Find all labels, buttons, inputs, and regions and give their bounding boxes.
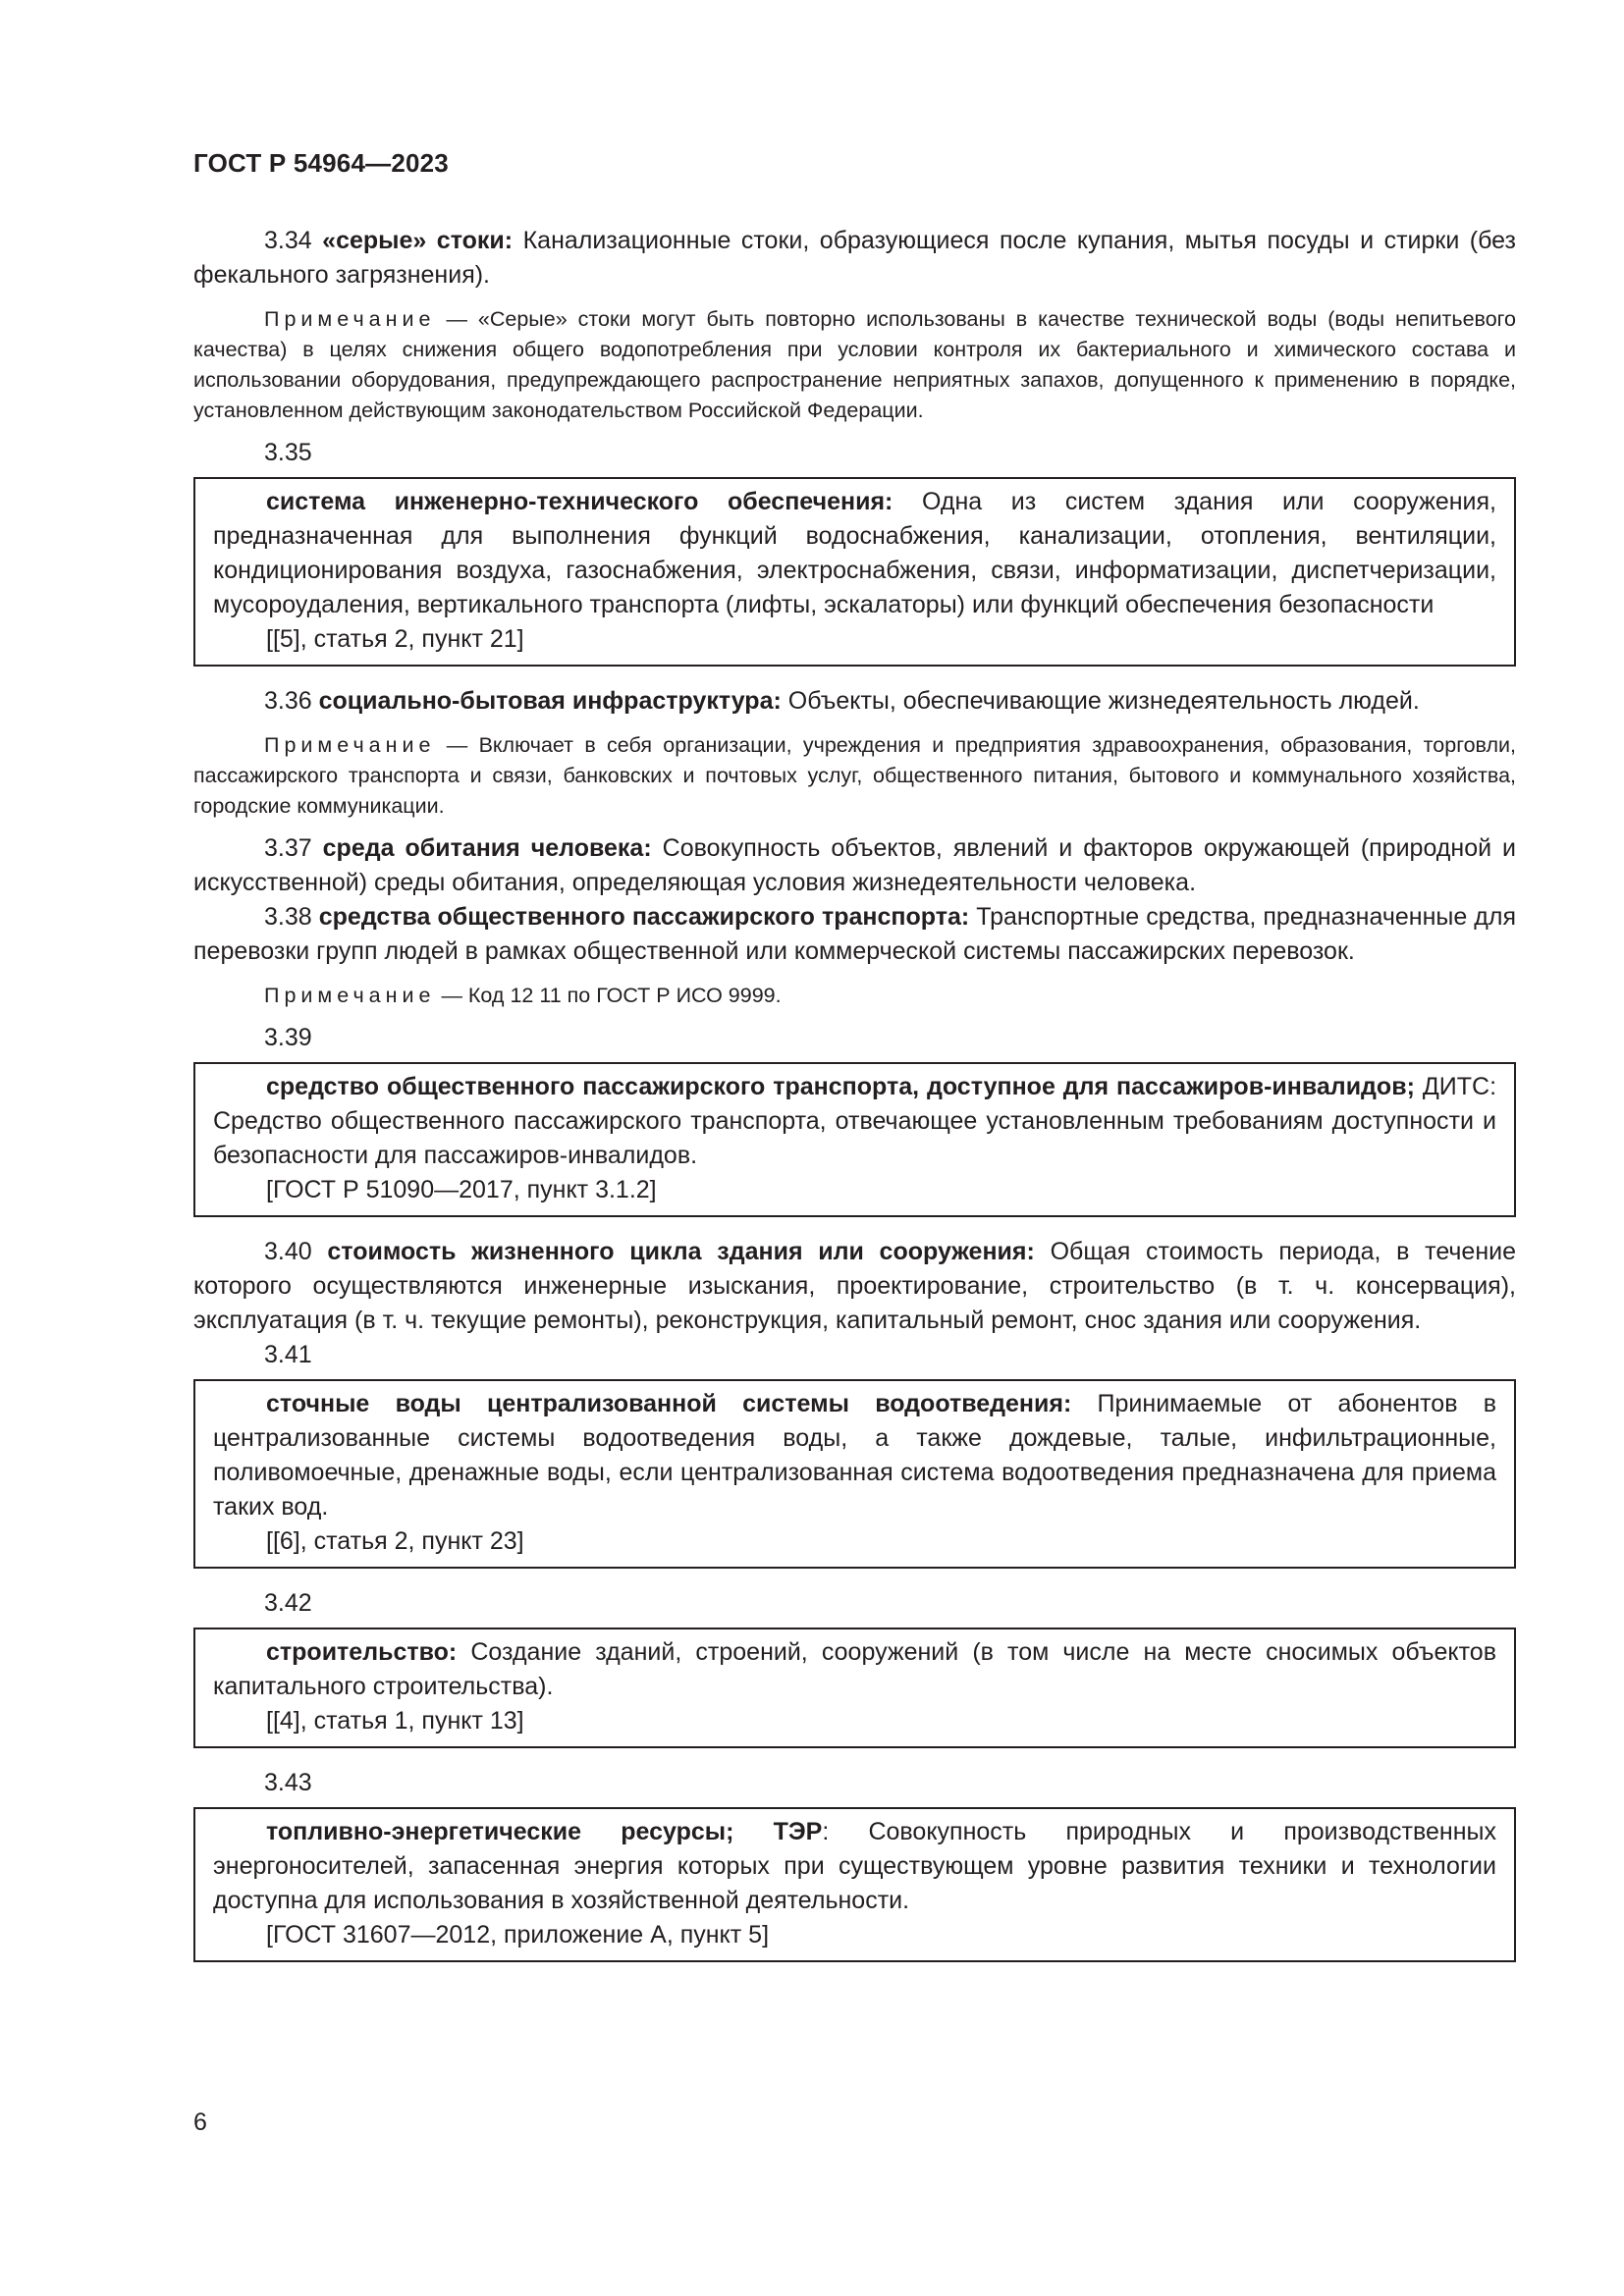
term-number: 3.40: [264, 1238, 312, 1265]
term-entry-3-34: [193, 224, 1516, 293]
term-entry-3-38: [193, 900, 1516, 969]
term-box-3-43: [193, 1807, 1516, 1962]
term-title: средство общественного пассажирского транспорта, доступное для пассажиров-инвалидов;: [266, 1073, 1415, 1100]
term-title: система инженерно-технического обеспечения:: [266, 488, 893, 515]
term-entry-3-37: [193, 831, 1516, 900]
term-title: социально-бытовая инфраструктура:: [318, 687, 782, 715]
term-box-3-39: [193, 1062, 1516, 1217]
term-definition: Транспортные средства, предназначенные для перевозки групп людей в рамках общественной или коммерческой системы пассажирских перевозок.: [193, 903, 1517, 965]
term-title: среда обитания человека:: [322, 834, 652, 862]
term-entry-3-42: [213, 1635, 1496, 1704]
term-number: 3.38: [264, 903, 312, 931]
term-title: средства общественного пассажирского транспорта:: [318, 903, 970, 931]
note-3-34: [193, 304, 1516, 426]
term-definition: Совокупность объектов, явлений и факторов окружающей (природной и искусственной) среды обитания, определяющая условия жизнедеятельности человека.: [193, 834, 1517, 896]
term-number: 3.37: [264, 834, 312, 862]
term-entry-3-41: [213, 1387, 1496, 1524]
note-label: Примечание: [264, 307, 436, 331]
term-definition: Канализационные стоки, образующиеся после купания, мытья посуды и стирки (без фекального загрязнения).: [193, 227, 1516, 289]
term-title: сточные воды централизованной системы водоотведения:: [266, 1390, 1072, 1417]
term-number: 3.34: [264, 227, 312, 254]
term-definition: Создание зданий, строений, сооружений (в том числе на месте сносимых объектов капитального строительства).: [213, 1638, 1496, 1700]
term-definition: Одна из систем здания или сооружения, предназначенная для выполнения функций водоснабжения, канализации, отопления, вентиляции, кондиционирования воздуха, газоснабжения, электроснабжения, связи, информатизации, диспетчеризации, мусороудаления, вертикального транспорта (лифты, эскалаторы) или функций обеспечения безопасности: [213, 488, 1496, 618]
term-source: [ГОСТ Р 51090—2017, пункт 3.1.2]: [266, 1176, 657, 1203]
term-source: [ГОСТ 31607—2012, приложение А, пункт 5]: [266, 1921, 770, 1949]
term-definition: Принимаемые от абонентов в централизованные системы водоотведения воды, а также дождевые, талые, инфильтрационные, поливомоечные, дренажные воды, если централизованная система водоотведения предназначена для приема таких вод.: [213, 1390, 1496, 1521]
term-box-3-35: [193, 477, 1516, 667]
term-box-3-41: [193, 1379, 1516, 1569]
term-number: 3.36: [264, 687, 312, 715]
term-entry-3-36: [193, 684, 1516, 719]
term-number-3-41: 3.41: [264, 1341, 312, 1368]
note-label: Примечание: [264, 733, 436, 757]
note-text: — Код 12 11 по ГОСТ Р ИСО 9999.: [441, 984, 782, 1007]
term-definition: ДИТС: Средство общественного пассажирского транспорта, отвечающее установленным требованиям доступности и безопасности для пассажиров-инвалидов.: [213, 1073, 1497, 1169]
term-box-3-42: [193, 1628, 1516, 1748]
term-definition: Общая стоимость периода, в течение которого осуществляются инженерные изыскания, проектирование, строительство (в т. ч. консервация), эксплуатация (в т. ч. текущие ремонты), реконструкция, капитальный ремонт, снос здания или сооружения.: [193, 1238, 1516, 1334]
note-text: — Включает в себя организации, учреждения и предприятия здравоохранения, образования, торговли, пассажирского транспорта и связи, банковских и почтовых услуг, общественного питания, бытового и коммунального хозяйства, городские коммуникации.: [193, 733, 1516, 818]
term-number-3-39: 3.39: [264, 1024, 312, 1051]
term-title: «серые» стоки:: [322, 227, 514, 254]
term-source: [[4], статья 1, пункт 13]: [266, 1707, 524, 1735]
term-number-3-43: 3.43: [264, 1769, 312, 1796]
note-3-36: [193, 730, 1516, 822]
term-number-3-42: 3.42: [264, 1589, 312, 1617]
page-number: 6: [193, 2109, 207, 2136]
document-body: [193, 224, 1516, 1980]
term-number-3-35: 3.35: [264, 439, 312, 466]
document-header: ГОСТ Р 54964—2023: [193, 148, 449, 178]
note-label: Примечание: [264, 984, 436, 1007]
term-definition: Объекты, обеспечивающие жизнедеятельность людей.: [787, 687, 1420, 715]
term-title: топливно-энергетические ресурсы; ТЭР: [266, 1818, 823, 1845]
term-source: [[6], статья 2, пункт 23]: [266, 1527, 524, 1555]
term-definition: : Совокупность природных и производственных энергоносителей, запасенная энергия которых при существующем уровне развития техники и технологии доступна для использования в хозяйственной деятельности.: [213, 1818, 1496, 1914]
term-entry-3-40: [193, 1235, 1516, 1338]
term-source: [[5], статья 2, пункт 21]: [266, 625, 524, 653]
term-entry-3-43: [213, 1815, 1496, 1918]
term-title: стоимость жизненного цикла здания или сооружения:: [327, 1238, 1035, 1265]
term-entry-3-35: [213, 485, 1496, 622]
note-text: — «Серые» стоки могут быть повторно использованы в качестве технической воды (воды непитьевого качества) в целях снижения общего водопотребления при условии контроля их бактериального и химического состава и использовании оборудования, предупреждающего распространение неприятных запахов, допущенного к применению в порядке, установленном действующим законодательством Российской Федерации.: [193, 307, 1517, 422]
note-3-38: [193, 981, 1516, 1011]
term-entry-3-39: [213, 1070, 1496, 1173]
term-title: строительство:: [266, 1638, 458, 1666]
